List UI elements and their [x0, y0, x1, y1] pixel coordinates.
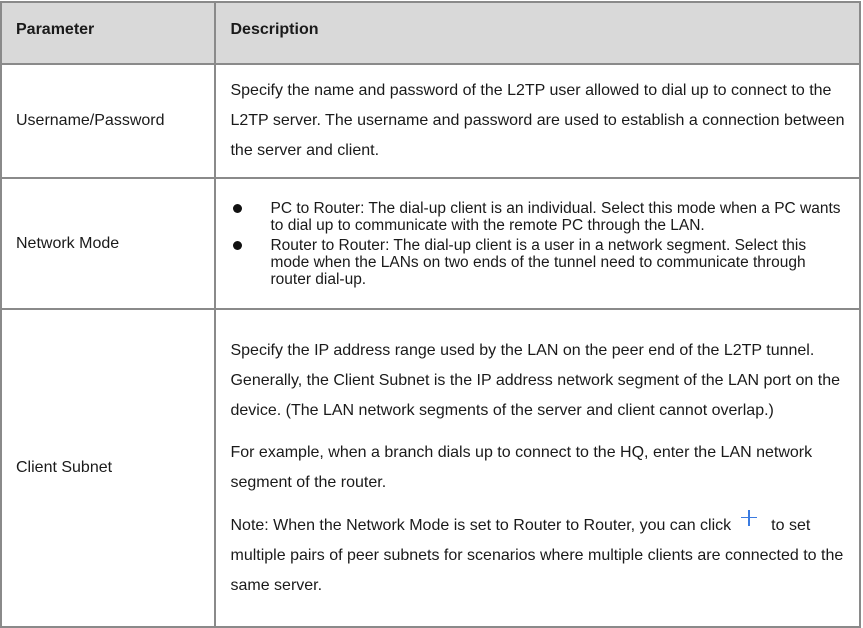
- header-description: Description: [215, 2, 860, 64]
- table-header-row: [1, 2, 860, 64]
- header-parameter: Parameter: [1, 2, 215, 64]
- bullet-icon: [233, 204, 242, 213]
- description-text: Specify the name and password of the L2TP user allowed to dial up to connect to the L2TP server. The username and password are used to establish a connection between the server and client.: [230, 82, 845, 159]
- table-row: [1, 64, 860, 178]
- bullet-icon: [233, 241, 242, 250]
- note-text: [230, 510, 845, 601]
- bullet-text: PC to Router: The dial-up client is an individual. Select this mode when a PC wants to dial up to communicate with the remote PC through the LAN.: [270, 199, 841, 234]
- description-text: Specify the IP address range used by the LAN on the peer end of the L2TP tunnel. Generally, the Client Subnet is the IP address network segment of the LAN port on the device. (The LAN network segments of the server and client cannot overlap.): [230, 341, 841, 419]
- desc-username-password: [215, 64, 860, 178]
- desc-network-mode: [215, 178, 860, 309]
- note-after-icon: to set multiple pairs of peer subnets for scenarios where multiple clients are connected to the same server.: [230, 516, 844, 594]
- list-item: [230, 200, 845, 234]
- param-client-subnet: Client Subnet: [1, 309, 215, 627]
- bullet-list: [230, 200, 845, 288]
- description-text: For example, when a branch dials up to connect to the HQ, enter the LAN network segment of the router.: [230, 443, 813, 491]
- param-username-password: Username/Password: [1, 64, 215, 178]
- param-network-mode: Network Mode: [1, 178, 215, 309]
- parameter-table: [0, 1, 861, 628]
- list-item: [230, 237, 845, 288]
- desc-client-subnet: [215, 309, 860, 627]
- note-before-icon: Note: When the Network Mode is set to Router to Router, you can click: [230, 516, 732, 534]
- plus-icon: [741, 510, 757, 526]
- table-row: [1, 309, 860, 627]
- bullet-text: Router to Router: The dial-up client is a user in a network segment. Select this mode when the LANs on two ends of the tunnel need to communicate through router dial-up.: [270, 236, 807, 288]
- table-row: [1, 178, 860, 309]
